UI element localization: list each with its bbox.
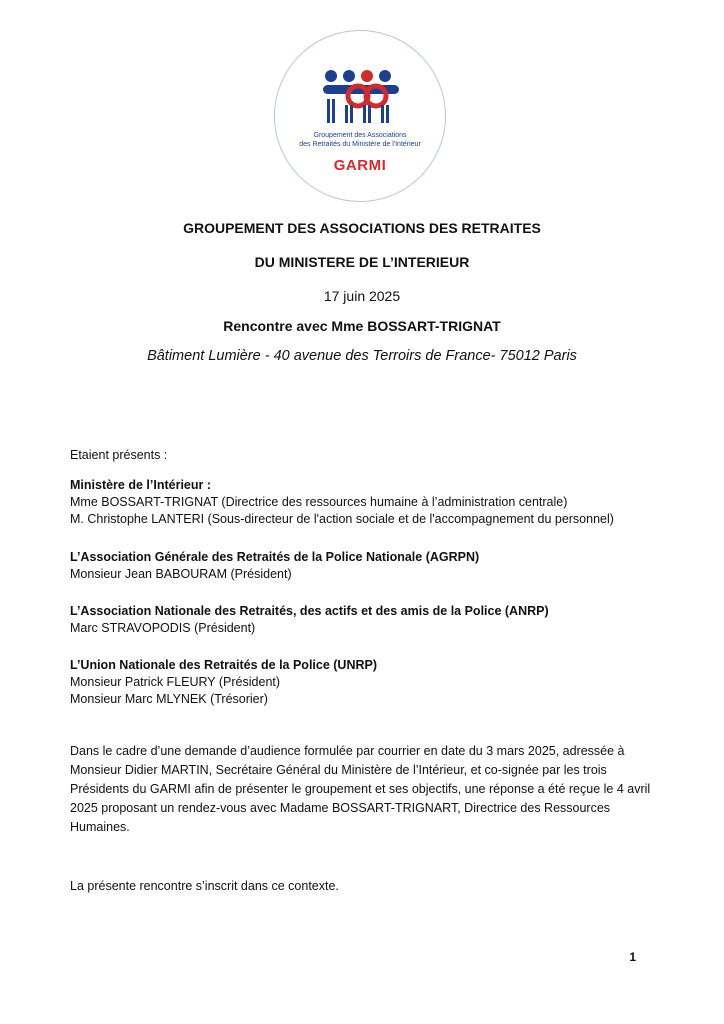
logo-name: GARMI: [333, 157, 387, 174]
org-agrpn: L’Association Générale des Retraités de la Police Nationale (AGRPN): [70, 550, 480, 564]
meeting-title: Rencontre avec Mme BOSSART-TRIGNAT: [223, 318, 501, 334]
member-line: Mme BOSSART-TRIGNAT (Directrice des ressources humaine à l’administration centrale): [70, 495, 568, 509]
meeting-address: Bâtiment Lumière - 40 avenue des Terroirs de France- 75012 Paris: [147, 348, 577, 364]
closing-paragraph: La présente rencontre s’inscrit dans ce contexte.: [70, 879, 339, 893]
logo-subtitle-line-1: Groupement des Associations: [313, 132, 407, 139]
attendees-intro: Etaient présents :: [70, 448, 168, 462]
member-line: Monsieur Jean BABOURAM (Président): [70, 567, 292, 581]
org-unrp: L’Union Nationale des Retraités de la Police (UNRP): [70, 658, 378, 672]
context-paragraph: Dans le cadre d’une demande d’audience formulée par courrier en date du 3 mars 2025, adressée à Monsieur Didier MARTIN, Secrétaire Général du Ministère de l’Intérieur, et co-signée par les trois Présidents du GARMI afin de présenter le groupement et ses objectifs, une réponse a été reçue le 4 avril 2025 proposant un rendez-vous avec Madame BOSSART-TRIGNART, Directrice des Ressources Humaines.: [70, 744, 651, 834]
org-ministere: Ministère de l’Intérieur :: [70, 478, 212, 492]
member-line: M. Christophe LANTERI (Sous-directeur de l'action sociale et de l'accompagnement du personnel): [70, 512, 614, 526]
meeting-date: 17 juin 2025: [323, 288, 401, 304]
member-line: Marc STRAVOPODIS (Président): [70, 621, 256, 635]
people-chain-icon: [319, 67, 403, 127]
org-anrp: L’Association Nationale des Retraités, des actifs et des amis de la Police (ANRP): [70, 604, 549, 618]
logo-subtitle: [275, 131, 445, 149]
title-line-2: DU MINISTERE DE L’INTERIEUR: [254, 254, 470, 270]
title-line-1: GROUPEMENT DES ASSOCIATIONS DES RETRAITES: [183, 220, 541, 236]
page-number: 1: [629, 950, 636, 964]
member-line: Monsieur Marc MLYNEK (Trésorier): [70, 692, 268, 706]
garmi-logo: [274, 30, 446, 202]
logo-subtitle-line-2: des Retraités du Ministère de l'Intérieur: [299, 141, 421, 148]
member-line: Monsieur Patrick FLEURY (Président): [70, 675, 281, 689]
